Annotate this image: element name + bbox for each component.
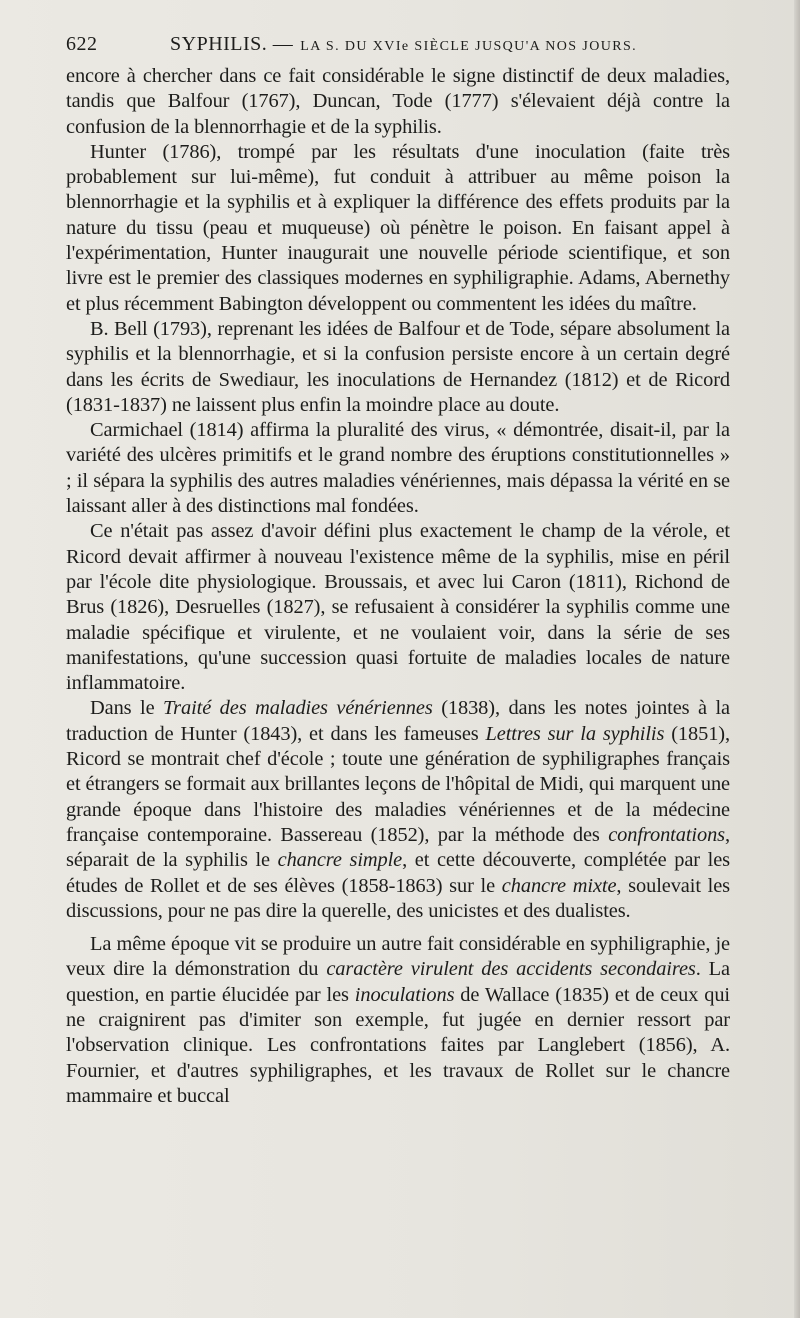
text-run: Dans le xyxy=(90,697,164,720)
page-number: 622 xyxy=(66,33,98,55)
running-title-main: SYPHILIS. — xyxy=(170,33,294,55)
text-run: Carmichael (1814) affirma la pluralité des virus, « démontrée, disait-il, par la variété des ulcères primitifs et le grand nombre des éruptions constitutionnelles » ; il sépara la syphilis des autres maladies vénériennes, mais dépassa la vérité en se laissant aller à des distinctions mal fondées. xyxy=(66,419,730,518)
text-run: B. Bell (1793), reprenant les idées de Balfour et de Tode, sépare absolument la syphilis et la blennorrhagie, et si la confusion persiste encore à un certain degré dans les écrits de Swediaur, les inoculations de Hernandez (1812) et de Ricord (1831-1837) ne laissent plus enfin la moindre place au doute. xyxy=(66,317,730,416)
page-edge xyxy=(794,0,800,1318)
italic-phrase: caractère virulent des accidents secondaires xyxy=(326,958,696,981)
italic-phrase: confrontations xyxy=(608,823,725,846)
running-header xyxy=(66,30,730,58)
paragraph-p6 xyxy=(66,932,730,1109)
text-run: (1851), Ricord se montrait chef d'école ; toute une génération de syphiligraphes français et étrangers se formait aux brillantes leçons de l'hôpital de Midi, qui marquent une grande époque dans l'histoire des maladies vénériennes et de la médecine française contemporaine. Bassereau (1852), par la méthode des xyxy=(66,722,730,846)
text-run: Ce n'était pas assez d'avoir défini plus exactement le champ de la vérole, et Ricord devait affirmer à nouveau l'existence même de la syphilis, mise en péril par l'école dite physiologique. Broussais, et avec lui Caron (1811), Richond de Brus (1826), Desruelles (1827), se refusaient à considérer la syphilis comme une maladie spécifique et virulente, et ne voulaient voir, dans la série de ses manifestations, qu'une succession quasi fortuite de maladies locales de nature inflammatoire. xyxy=(66,520,730,695)
italic-phrase: Traité des maladies vénériennes xyxy=(163,697,433,720)
body-text xyxy=(66,64,730,1109)
paragraph-p5 xyxy=(66,696,730,924)
paragraph-p0 xyxy=(66,64,730,140)
paragraph-p2 xyxy=(66,317,730,418)
paragraph-p4 xyxy=(66,519,730,696)
text-run: de Wallace (1835) et de ceux qui ne craignirent pas d'imiter son exemple, fut jugée en dernier ressort par l'observation clinique. Les confrontations faites par Langlebert (1856), A. Fournier, et d'autres syphiligraphes, et les travaux de Rollet sur le chancre mammaire et buccal xyxy=(66,983,730,1107)
running-title xyxy=(170,30,637,61)
paragraph-p3 xyxy=(66,418,730,519)
italic-phrase: Lettres sur la syphilis xyxy=(485,722,665,745)
paragraph-p1 xyxy=(66,140,730,317)
text-run: encore à chercher dans ce fait considérable le signe distinctif de deux maladies, tandis que Balfour (1767), Duncan, Tode (1777) s'élevaient déjà contre la confusion de la blennorrhagie et de la syphilis. xyxy=(66,65,730,138)
text-run: La même époque vit se produire un autre fait considérable en syphiligraphie, je veux dire la démonstration du xyxy=(66,933,730,981)
italic-phrase: inoculations xyxy=(354,983,455,1006)
text-run: Hunter (1786), trompé par les résultats d'une inoculation (faite très probablement sur lui-même), fut conduit à attribuer au même poison la blennorrhagie et la syphilis et à expliquer la différence des effets produits par la nature du tissu (peau et muqueuse) où pénètre le poison. En faisant appel à l'expérimentation, Hunter inaugurait une nouvelle période scientifique, et son livre est le premier des classiques modernes en syphiligraphie. Adams, Abernethy et plus récemment Babington développent ou commentent les idées du maître. xyxy=(66,140,730,315)
text-run: , et cette découverte, complétée par les études de Rollet et de ses élèves (1858-1863) sur le xyxy=(66,849,730,897)
text-run: , séparait de la syphilis le xyxy=(66,823,730,872)
italic-phrase: chancre simple xyxy=(277,849,403,872)
text-run: , soulevait les discussions, pour ne pas dire la querelle, des unicistes et des dualistes. xyxy=(66,874,730,922)
running-title-sub: LA S. DU XVIe SIÈCLE JUSQU'A NOS JOURS. xyxy=(300,39,638,54)
italic-phrase: chancre mixte xyxy=(501,874,617,897)
text-run: (1838), dans les notes jointes à la traduction de Hunter (1843), et dans les fameuses xyxy=(66,697,731,745)
text-run: . La question, en partie élucidée par les xyxy=(66,958,730,1006)
